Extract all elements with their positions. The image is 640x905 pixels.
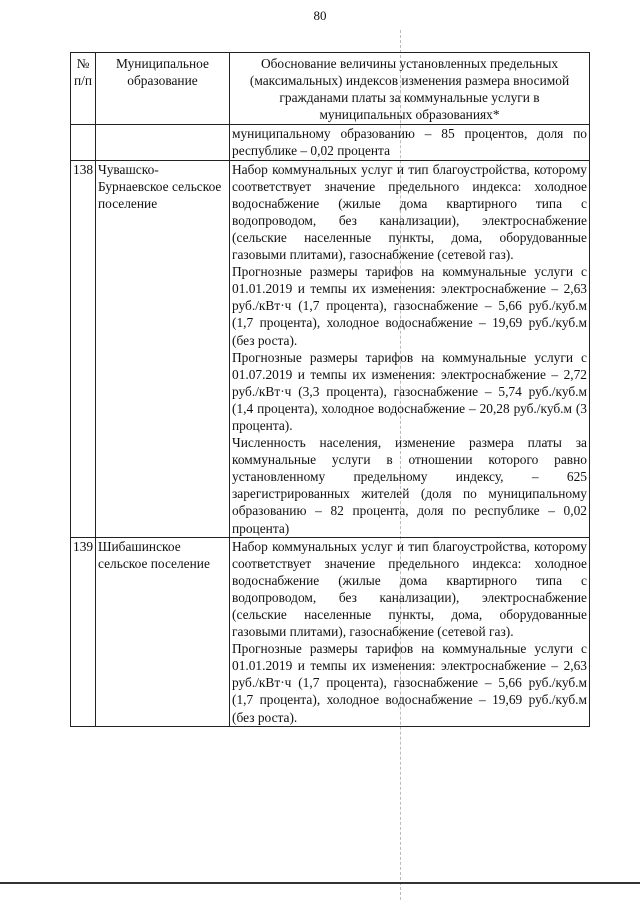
table-header-row bbox=[71, 53, 590, 125]
row-number: 138 bbox=[71, 160, 96, 537]
paragraph-population: Численность населения, изменение размера платы за коммунальные услуги в отношении которого равно установленному предельному индексу, – 625 зарегистрированных жителей (доля по муниципальному образованию – 82 процента, доля по республике – 0,02 процента) bbox=[232, 435, 587, 536]
paragraph-tariffs-jan: Прогнозные размеры тарифов на коммунальные услуги с 01.01.2019 и темпы их изменения: электроснабжение – 2,63 руб./кВт·ч (1,7 процента), газоснабжение – 5,66 руб./куб.м (1,7 процента), холодное водоснабжение – 19,69 руб./куб.м (без роста). bbox=[232, 641, 587, 725]
row-number: 139 bbox=[71, 537, 96, 726]
row-municipality: Шибашинское сельское поселение bbox=[96, 537, 230, 726]
row-municipality: Чувашско-Бурнаевское сельское поселение bbox=[96, 160, 230, 537]
paragraph-tariffs-jan: Прогнозные размеры тарифов на коммунальные услуги с 01.01.2019 и темпы их изменения: электроснабжение – 2,63 руб./кВт·ч (1,7 процента), газоснабжение – 5,66 руб./куб.м (1,7 процента), холодное водоснабжение – 19,69 руб./куб.м (без роста). bbox=[232, 264, 587, 348]
row-justification bbox=[230, 160, 590, 537]
continuation-text: муниципальному образованию – 85 процентов, доля по республике – 0,02 процента bbox=[230, 125, 590, 160]
table-row-138 bbox=[71, 160, 590, 537]
row-justification bbox=[230, 537, 590, 726]
continuation-mun-cell bbox=[96, 125, 230, 160]
paragraph-service-set: Набор коммунальных услуг и тип благоустройства, которому соответствует значение предельного индекса: холодное водоснабжение (жилые дома квартирного типа с водопроводом, без канализации), электроснабжение (сельские населенные пункты, дома, оборудованные газовыми плитами), газоснабжение (сетевой газ). bbox=[232, 538, 587, 640]
header-justification: Обоснование величины установленных предельных (максимальных) индексов изменения размера вносимой гражданами платы за коммунальные услуги в муниципальных образованиях* bbox=[230, 53, 590, 125]
tariff-justification-table bbox=[70, 52, 590, 727]
paragraph-service-set: Набор коммунальных услуг и тип благоустройства, которому соответствует значение предельного индекса: холодное водоснабжение (жилые дома квартирного типа с водопроводом, без канализации), электроснабжение (сельские населенные пункты, дома, оборудованные газовыми плитами), газоснабжение (сетевой газ). bbox=[232, 161, 587, 263]
table-row-139 bbox=[71, 537, 590, 726]
table-row-continuation bbox=[71, 125, 590, 160]
header-number: № п/п bbox=[71, 53, 96, 125]
paragraph-tariffs-jul: Прогнозные размеры тарифов на коммунальные услуги с 01.07.2019 и темпы их изменения: электроснабжение – 2,72 руб./кВт·ч (3,3 процента), газоснабжение – 5,74 руб./куб.м (1,4 процента), холодное водоснабжение – 20,28 руб./куб.м (3 процента). bbox=[232, 349, 587, 433]
page-number: 80 bbox=[313, 8, 327, 23]
continuation-num-cell bbox=[71, 125, 96, 160]
page-bottom-edge bbox=[0, 882, 640, 884]
header-municipality: Муниципальное образование bbox=[96, 53, 230, 125]
